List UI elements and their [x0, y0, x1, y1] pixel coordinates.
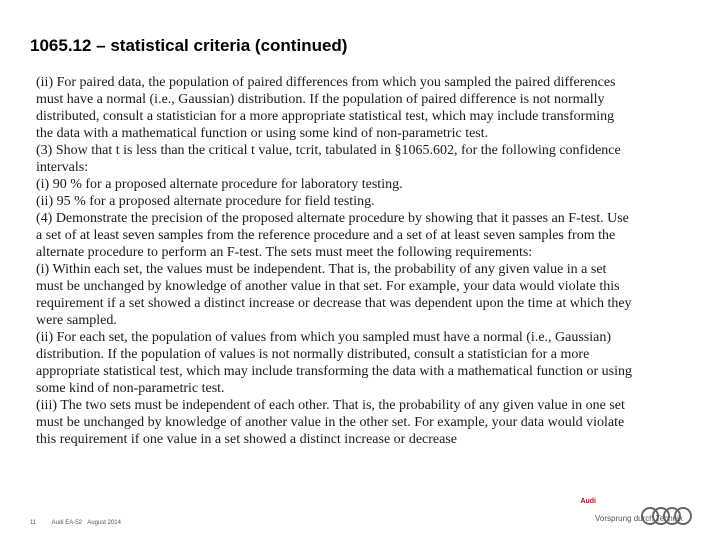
brand-slogan: Vorsprung durch Technik — [595, 514, 683, 523]
brand-name: Audi — [580, 498, 596, 505]
footer-info — [30, 520, 135, 526]
footer-date: August 2014 — [87, 520, 121, 526]
paragraph: (3) Show that t is less than the critical t value, tcrit, tabulated in §1065.602, for the following confidence intervals: — [36, 143, 621, 175]
paragraph: (iii) The two sets must be independent of each other. That is, the probability of any given value in one set must be unchanged by knowledge of another value in the other set. For example, your data would violate this requirement if one value in a set showed a distinct increase or decrease — [36, 398, 625, 447]
page-number: 11 — [30, 520, 37, 526]
paragraph: (4) Demonstrate the precision of the proposed alternate procedure by showing that it passes an F-test. Use a set of at least seven samples from the reference procedure and a set of at least seven samples from the alternate procedure to perform an F-test. The sets must meet the following requirements: — [36, 211, 629, 260]
paragraph: (ii) For each set, the population of values from which you sampled must have a normal (i.e., Gaussian) distribution. If the population of values is not normally distributed, consult a statistician for a more appropriate statistical test, which may include transforming the data with a mathematical function or using some kind of non-parametric test. — [36, 330, 632, 396]
footer-org: Audi EA-52 — [51, 520, 82, 526]
paragraph: (i) 90 % for a proposed alternate procedure for laboratory testing. — [36, 177, 403, 192]
audi-rings-icon — [640, 506, 694, 526]
body-text — [36, 74, 632, 448]
paragraph: (i) Within each set, the values must be independent. That is, the probability of any given value in a set must be unchanged by knowledge of another value in that set. For example, your data would violate this requirement if a set showed a distinct increase or decrease that was dependent upon the time at which they were sampled. — [36, 262, 632, 328]
paragraph: (ii) For paired data, the population of paired differences from which you sampled the paired differences must have a normal (i.e., Gaussian) distribution. If the population of paired difference is not normally distributed, consult a statistician for a more appropriate statistical test, which may include transforming the data with a mathematical function or using some kind of non-parametric test. — [36, 75, 616, 141]
paragraph: (ii) 95 % for a proposed alternate procedure for field testing. — [36, 194, 375, 209]
brand-wordmark — [580, 498, 690, 505]
slide-title: 1065.12 – statistical criteria (continued) — [30, 36, 348, 55]
